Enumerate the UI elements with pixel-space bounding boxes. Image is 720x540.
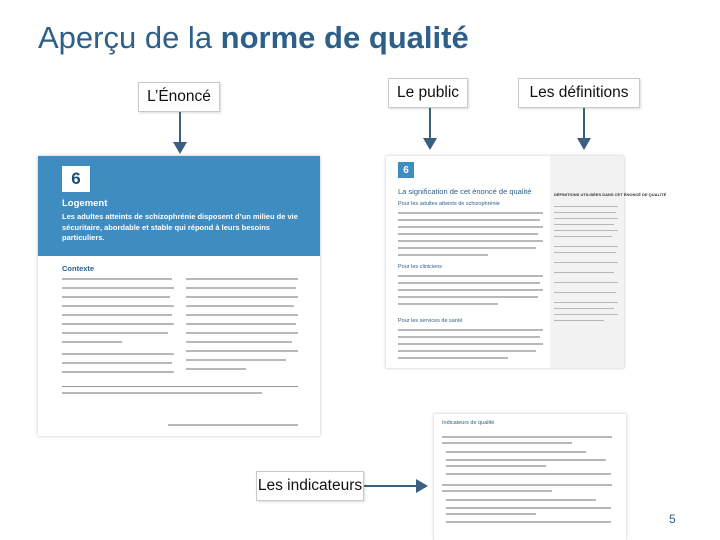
text-line xyxy=(446,513,536,515)
text-line xyxy=(62,371,174,373)
text-line xyxy=(398,226,543,228)
text-line xyxy=(398,350,536,352)
statement-number: 6 xyxy=(398,162,414,178)
text-line xyxy=(62,323,174,325)
text-line xyxy=(442,436,612,438)
section-clinicians: Pour les cliniciens xyxy=(398,264,443,270)
text-line xyxy=(554,320,604,321)
page-number: 5 xyxy=(669,512,676,526)
text-line xyxy=(554,272,614,273)
context-heading: Contexte xyxy=(62,264,95,273)
text-line xyxy=(446,451,586,453)
definitions-heading: DÉFINITIONS UTILISÉES DANS CET ÉNONCÉ DE QUALITÉ xyxy=(554,192,667,197)
text-line xyxy=(186,314,298,316)
text-line xyxy=(446,465,546,467)
text-line xyxy=(62,314,172,316)
text-line xyxy=(186,368,246,370)
text-line xyxy=(554,314,618,315)
text-line xyxy=(446,459,606,461)
indicators-heading: Indicateurs de qualité xyxy=(442,420,495,426)
arrow-public-icon xyxy=(420,108,440,152)
text-line xyxy=(554,230,618,231)
text-line xyxy=(398,296,538,298)
text-line xyxy=(554,246,618,247)
section-health-services: Pour les services de santé xyxy=(398,318,463,324)
label-public: Le public xyxy=(388,78,468,108)
slide-title xyxy=(38,20,469,56)
text-line xyxy=(554,236,612,237)
statement-text: Les adultes atteints de schizophrénie disposent d’un milieu de vie sécuritaire, abordable et stable qui répond à leurs besoins particuliers. xyxy=(62,212,298,242)
slide-title-part2: norme de qualité xyxy=(220,20,469,55)
text-line xyxy=(398,219,540,221)
text-line xyxy=(398,282,540,284)
text-line xyxy=(398,275,543,277)
text-line xyxy=(442,442,572,444)
text-line xyxy=(554,292,616,293)
label-indicateurs: Les indicateurs xyxy=(256,471,364,501)
standard-document-left xyxy=(38,156,320,436)
text-line xyxy=(554,302,618,303)
statement-number: 6 xyxy=(62,166,90,192)
text-line xyxy=(554,218,618,219)
text-line xyxy=(186,278,298,280)
text-line xyxy=(446,507,611,509)
text-line xyxy=(554,206,618,207)
text-line xyxy=(62,305,174,307)
text-line xyxy=(398,357,508,359)
text-line xyxy=(398,212,543,214)
text-line xyxy=(398,329,543,331)
label-definitions: Les définitions xyxy=(518,78,640,108)
text-line xyxy=(186,305,294,307)
label-enonce: L’Énoncé xyxy=(138,82,220,112)
text-line xyxy=(442,490,552,492)
text-line xyxy=(554,308,614,309)
text-line xyxy=(186,359,286,361)
text-line xyxy=(62,341,122,343)
text-line xyxy=(186,287,296,289)
text-line xyxy=(398,254,488,256)
footnote-line xyxy=(62,392,262,394)
text-line xyxy=(186,323,296,325)
divider xyxy=(62,386,298,387)
section-patients: Pour les adultes atteints de schizophrénie xyxy=(398,201,500,207)
text-line xyxy=(186,332,298,334)
text-line xyxy=(554,252,616,253)
text-line xyxy=(398,240,543,242)
slide-title-part1: Aperçu de la xyxy=(38,20,221,55)
text-line xyxy=(442,484,612,486)
text-line xyxy=(398,336,540,338)
text-line xyxy=(62,287,174,289)
text-line xyxy=(398,343,543,345)
text-line xyxy=(186,341,292,343)
text-line xyxy=(186,296,298,298)
meaning-heading: La signification de cet énoncé de qualité xyxy=(398,187,532,196)
text-line xyxy=(446,521,611,523)
arrow-indicateurs-icon xyxy=(364,476,430,496)
standard-document-right-bottom xyxy=(434,414,626,540)
arrow-definitions-icon xyxy=(574,108,594,152)
text-line xyxy=(62,296,170,298)
text-line xyxy=(398,303,498,305)
text-line xyxy=(398,247,536,249)
text-line xyxy=(62,332,168,334)
arrow-enonce-icon xyxy=(170,112,190,156)
text-line xyxy=(186,350,298,352)
text-line xyxy=(398,289,543,291)
text-line xyxy=(554,262,618,263)
footer-line xyxy=(168,424,298,426)
text-line xyxy=(554,282,618,283)
standard-document-right-top xyxy=(386,156,667,368)
text-line xyxy=(62,362,172,364)
statement-heading: Logement xyxy=(62,198,108,209)
text-line xyxy=(554,212,616,213)
text-line xyxy=(446,499,596,501)
text-line xyxy=(398,233,538,235)
text-line xyxy=(554,224,614,225)
text-line xyxy=(62,353,174,355)
text-line xyxy=(446,473,611,475)
text-line xyxy=(62,278,172,280)
